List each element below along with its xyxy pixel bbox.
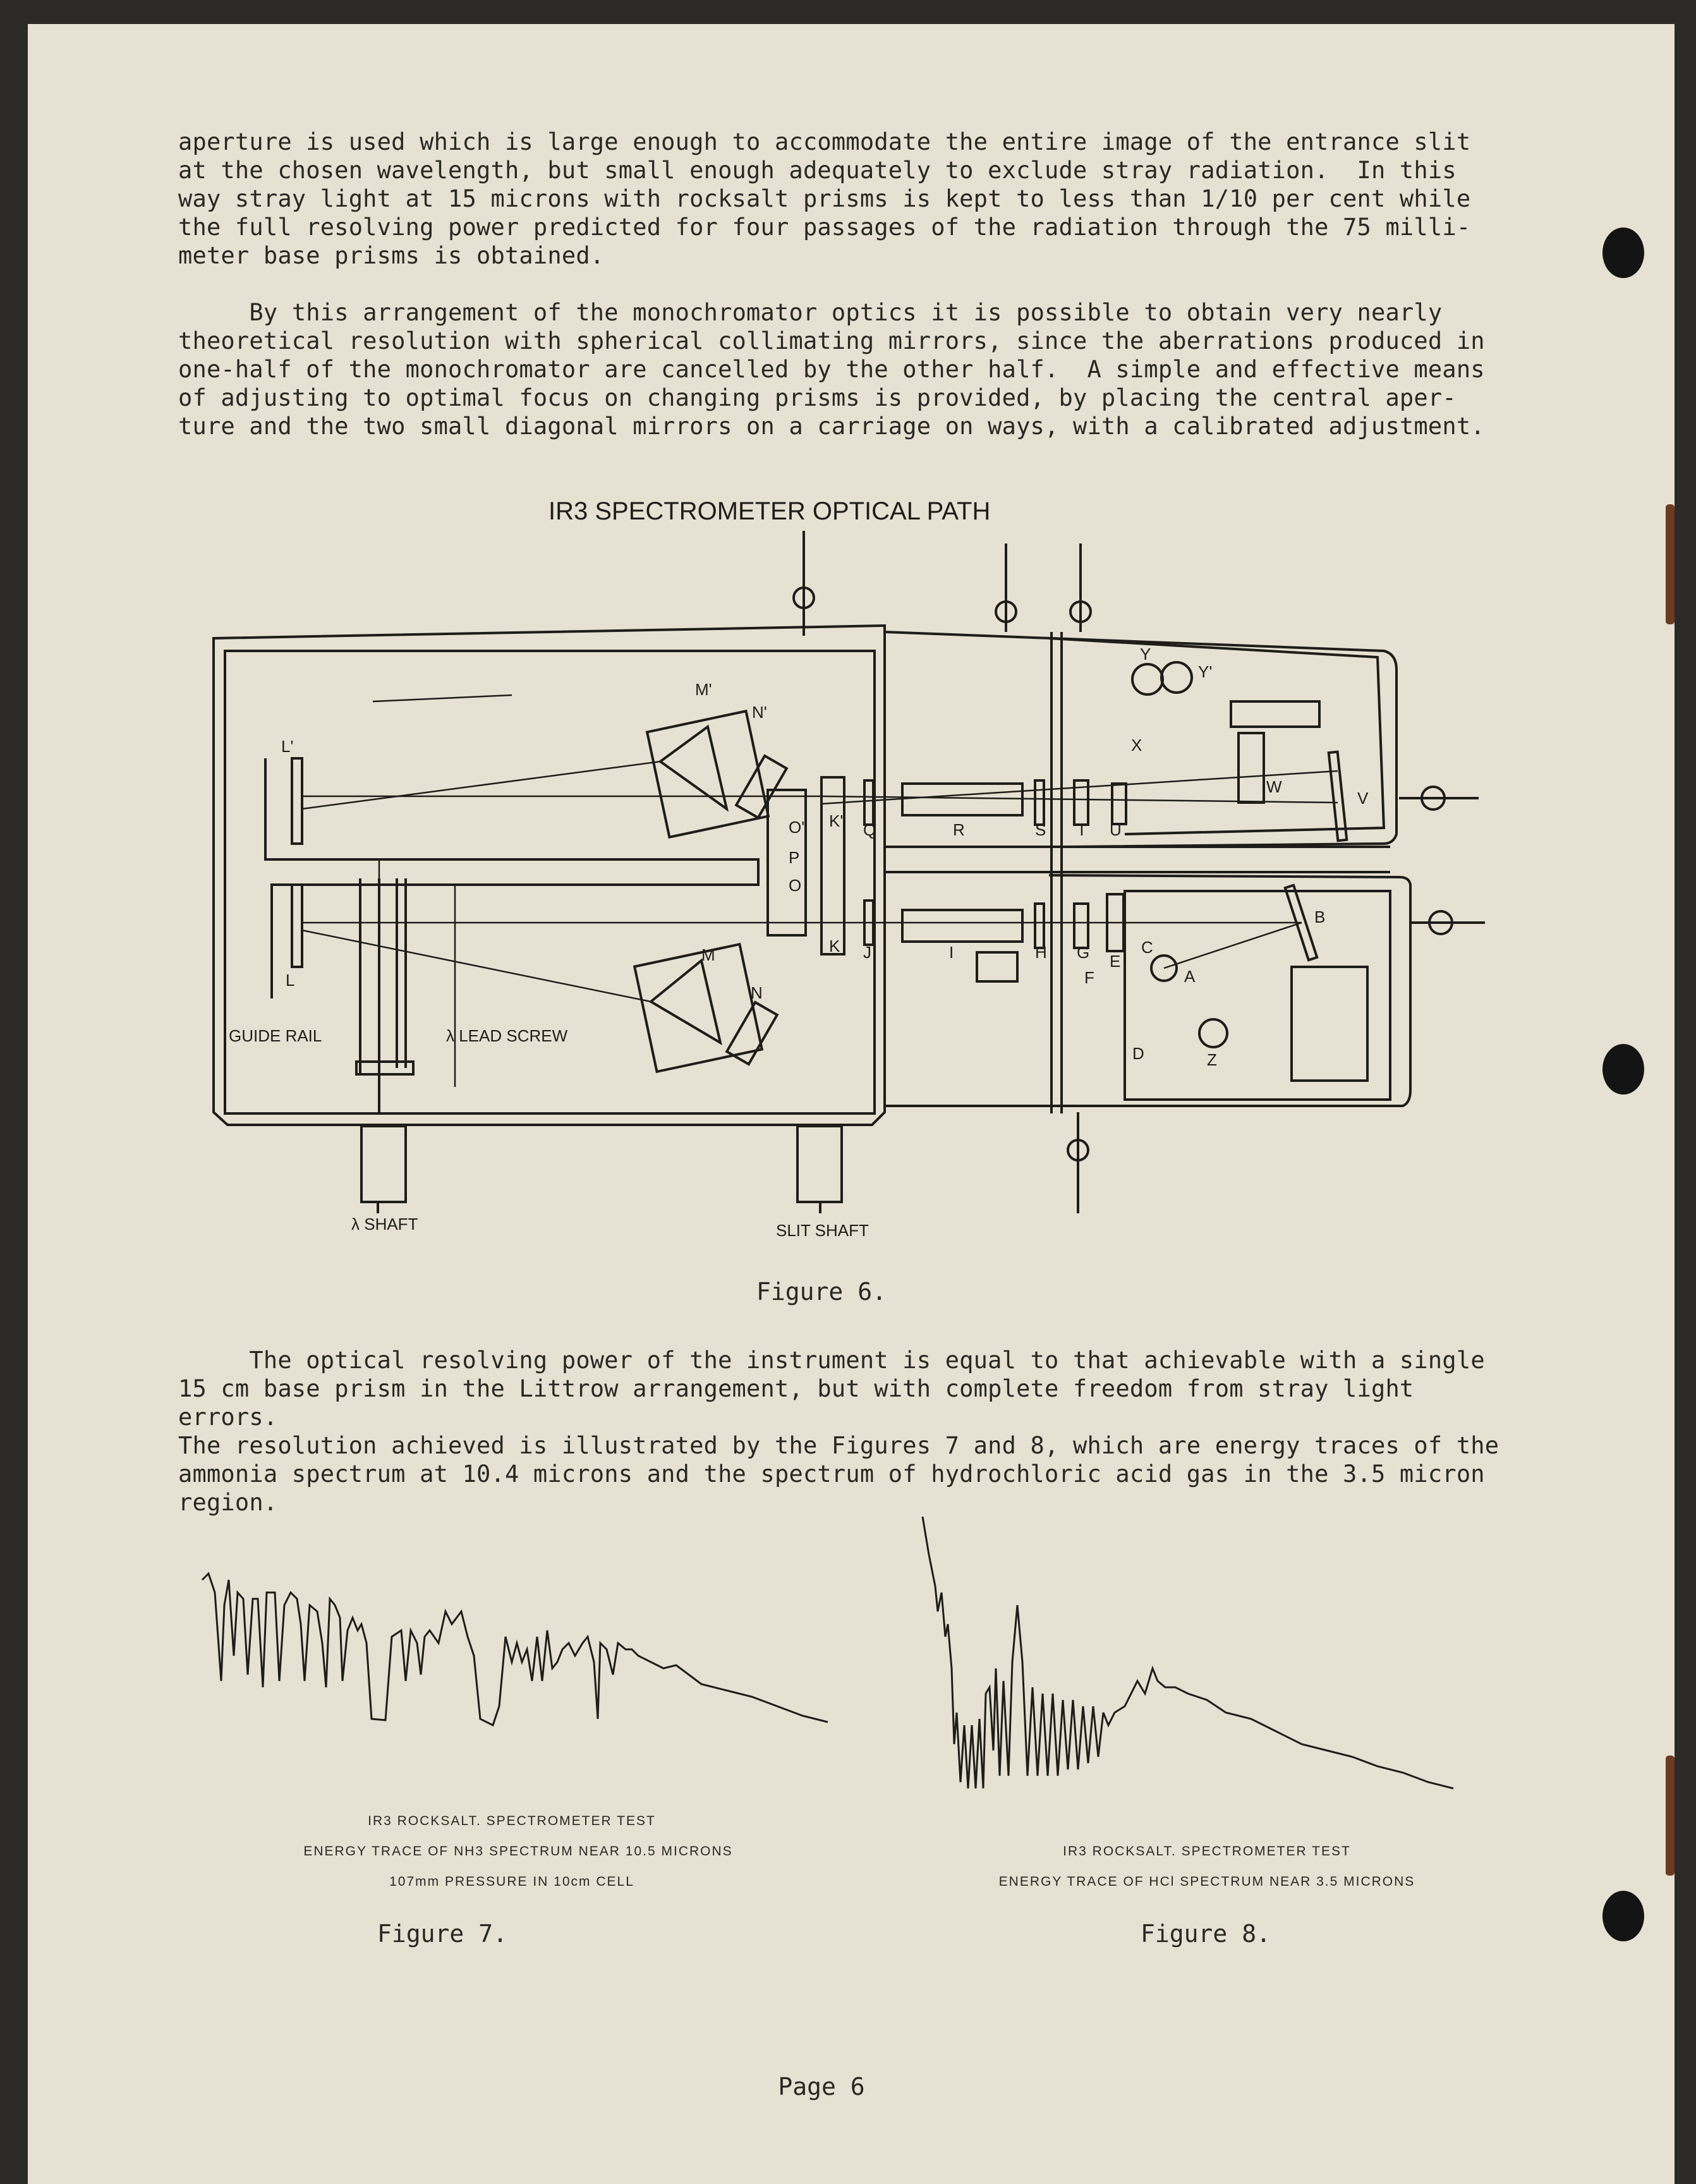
figure6-diagram	[0, 480, 1696, 1302]
paragraph-aperture: aperture is used which is large enough to accommodate the entire image of the entrance slit at the chosen wavelength, but small enough adequately to exclude stray radiation. In this way stray light at 15 microns with rocksalt prisms is kept to less than 1/10 per cent while the full resolving power predicted for four passages of the radiation through the 75 milli- meter base prisms is obtained.	[178, 128, 1471, 269]
label-M-prime: M'	[695, 680, 712, 699]
label-E: E	[1110, 952, 1121, 971]
figure7-line1: IR3 ROCKSALT. SPECTROMETER TEST	[368, 1814, 656, 1828]
label-slit-shaft: SLIT SHAFT	[776, 1221, 869, 1240]
label-F: F	[1084, 968, 1094, 987]
label-lead-screw: λ LEAD SCREW	[446, 1026, 568, 1045]
binder-hole-bottom	[1602, 1891, 1644, 1941]
label-O: O	[789, 876, 802, 895]
figure8-line2: ENERGY TRACE OF HCl SPECTRUM NEAR 3.5 MICRONS	[998, 1874, 1415, 1889]
label-P: P	[789, 848, 800, 867]
paragraph-arrangement: By this arrangement of the monochromator optics it is possible to obtain very nearly theoretical resolution with spherical collimating mirrors, since the aberrations produced in one-half of the monochromator are cancelled by the other half. A simple and effective means of adjusting to optimal focus on changing prisms is provided, by placing the central aper- ture and the two small diagonal mirrors on a carriage on ways, with a calibrated adjustment.	[178, 299, 1485, 440]
label-K: K	[829, 937, 840, 956]
label-R: R	[953, 820, 965, 839]
figure7-line2: ENERGY TRACE OF NH3 SPECTRUM NEAR 10.5 MICRONS	[303, 1844, 733, 1859]
binder-hole-top	[1602, 228, 1644, 278]
label-Q: Q	[863, 820, 876, 839]
label-T: T	[1077, 820, 1087, 839]
figure8-caption: Figure 8.	[1141, 1920, 1271, 1948]
figure6-title: IR3 SPECTROMETER OPTICAL PATH	[548, 497, 991, 525]
label-L-prime: L'	[281, 737, 294, 756]
label-Y-prime: Y'	[1198, 662, 1213, 681]
label-W: W	[1266, 777, 1282, 796]
label-G: G	[1077, 943, 1090, 962]
label-H: H	[1035, 943, 1047, 962]
label-B: B	[1314, 907, 1326, 926]
label-D: D	[1132, 1044, 1144, 1063]
label-N-prime: N'	[752, 703, 767, 722]
label-O-prime: O'	[789, 818, 805, 837]
figure8-line1: IR3 ROCKSALT. SPECTROMETER TEST	[1063, 1844, 1351, 1859]
label-K-prime: K'	[829, 811, 844, 830]
figure7-trace	[196, 1555, 840, 1744]
label-A: A	[1184, 967, 1196, 986]
label-X: X	[1131, 736, 1142, 755]
label-C: C	[1141, 938, 1153, 957]
label-Z: Z	[1207, 1050, 1217, 1069]
binder-clip-lower	[1666, 1756, 1675, 1876]
figure6-caption: Figure 6.	[756, 1278, 887, 1306]
label-V: V	[1357, 789, 1369, 808]
figure7-caption: Figure 7.	[377, 1920, 507, 1948]
label-S: S	[1035, 820, 1046, 839]
label-U: U	[1110, 820, 1122, 839]
figure7-line3: 107mm PRESSURE IN 10cm CELL	[389, 1874, 634, 1889]
label-guide-rail: GUIDE RAIL	[229, 1026, 322, 1045]
label-Y: Y	[1140, 645, 1151, 664]
figure8-trace	[910, 1504, 1466, 1807]
label-J: J	[863, 943, 871, 962]
label-I: I	[949, 943, 954, 962]
page-footer: Page 6	[778, 2073, 865, 2101]
label-L: L	[286, 971, 295, 990]
label-N: N	[751, 983, 763, 1002]
label-lambda-shaft: λ SHAFT	[351, 1215, 418, 1234]
label-M: M	[701, 945, 715, 964]
paragraph-resolving-power: The optical resolving power of the instrument is equal to that achievable with a single 15 cm base prism in the Littrow arrangement, but with complete freedom from stray light errors. The resolution achieved is illustrated by the Figures 7 and 8, which are energy traces of the ammonia spectrum at 10.4 microns and the spectrum of hydrochloric acid gas in the 3.5 micron region.	[178, 1347, 1499, 1516]
